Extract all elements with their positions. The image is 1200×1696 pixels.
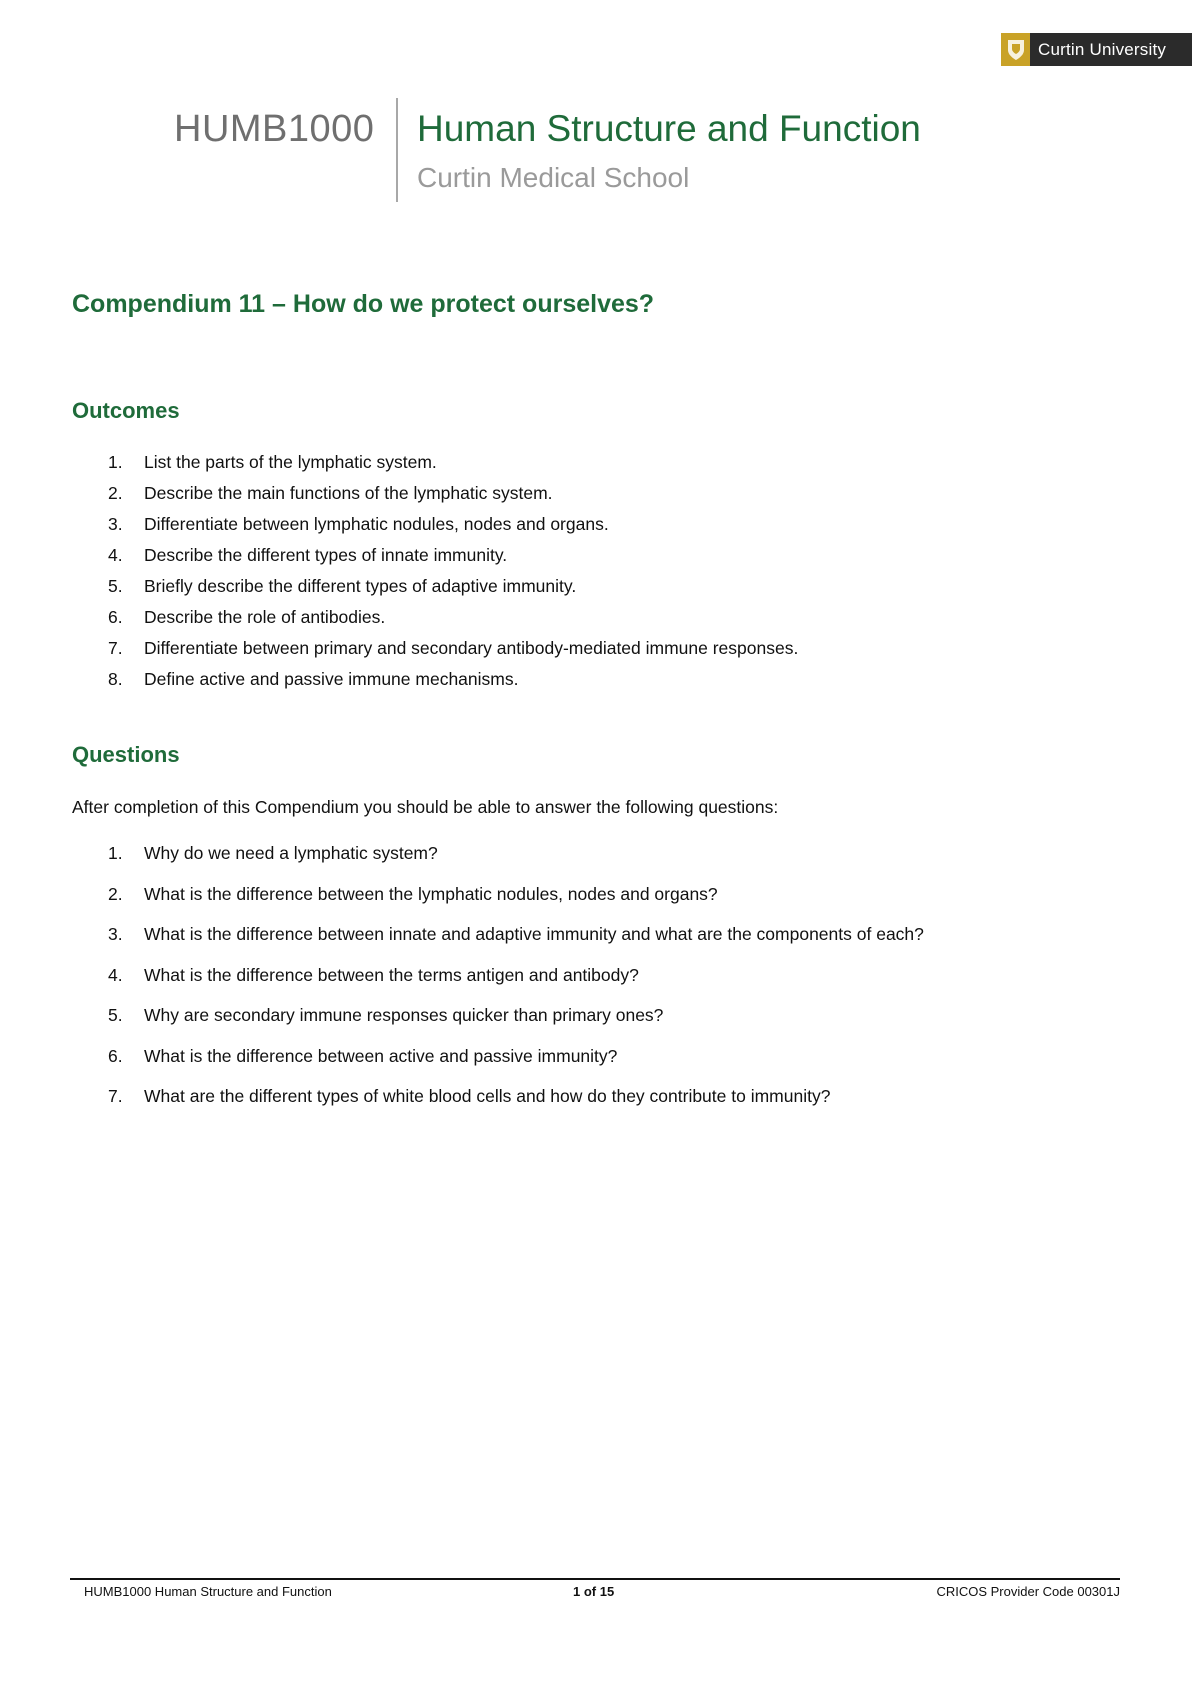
shield-icon [1001,33,1030,66]
footer-divider [70,1578,1120,1580]
item-number: 6. [108,1045,123,1066]
list-item [72,1036,924,1077]
list-item [72,914,924,955]
item-number: 8. [108,669,123,689]
logo-text: Curtin University [1038,39,1167,59]
item-number: 4. [108,545,123,565]
item-text: What is the difference between innate and adaptive immunity and what are the components of each? [144,924,924,944]
outcomes-list [72,447,798,695]
item-text: Describe the main functions of the lymphatic system. [144,483,553,503]
list-item [72,540,798,571]
page-number: 1 of 15 [573,1584,615,1599]
item-text: Describe the role of antibodies. [144,607,386,627]
banner-divider [396,98,398,202]
item-text: What is the difference between the lymphatic nodules, nodes and organs? [144,883,718,904]
page-title: Compendium 11 – How do we protect ourselves? [72,290,655,318]
questions-heading: Questions [72,742,180,767]
item-number: 5. [108,576,123,596]
item-number: 2. [108,483,123,503]
list-item [72,1076,924,1117]
item-text: List the parts of the lymphatic system. [144,452,437,472]
item-text: What are the different types of white blood cells and how do they contribute to immunity? [144,1086,831,1106]
item-text: Why do we need a lymphatic system? [144,843,438,863]
list-item [72,602,798,633]
item-number: 7. [108,1086,123,1106]
list-item [72,509,798,540]
course-title: Human Structure and Function [417,108,921,149]
list-item [72,571,798,602]
item-text: What is the difference between active and passive immunity? [144,1045,618,1066]
list-item [72,874,924,915]
list-item [72,447,798,478]
footer-cricos: CRICOS Provider Code 00301J [936,1584,1120,1599]
item-number: 4. [108,964,123,985]
item-text: Define active and passive immune mechanisms. [144,669,519,689]
list-item [72,664,798,695]
item-number: 5. [108,1005,123,1025]
list-item [72,833,924,874]
item-text: Why are secondary immune responses quicker than primary ones? [144,1005,664,1025]
item-text: Differentiate between primary and secondary antibody-mediated immune responses. [144,638,799,658]
item-number: 1. [108,452,123,472]
item-number: 3. [108,924,123,944]
item-text: Differentiate between lymphatic nodules, nodes and organs. [144,514,609,534]
course-code: HUMB1000 [174,108,375,150]
footer-course: HUMB1000 Human Structure and Function [84,1584,332,1599]
questions-intro: After completion of this Compendium you should be able to answer the following questions: [72,797,779,817]
item-number: 1. [108,843,123,863]
list-item [72,955,924,996]
item-text: Briefly describe the different types of adaptive immunity. [144,576,577,596]
item-text: Describe the different types of innate immunity. [144,545,508,565]
curtin-university-logo [1001,33,1192,66]
list-item [72,478,798,509]
school-name: Curtin Medical School [417,162,690,193]
item-text: What is the difference between the terms antigen and antibody? [144,964,639,985]
list-item [72,995,924,1036]
questions-list [72,833,924,1117]
list-item [72,633,798,664]
item-number: 3. [108,514,123,534]
item-number: 7. [108,638,123,658]
outcomes-heading: Outcomes [72,398,180,423]
item-number: 2. [108,883,123,904]
item-number: 6. [108,607,123,627]
